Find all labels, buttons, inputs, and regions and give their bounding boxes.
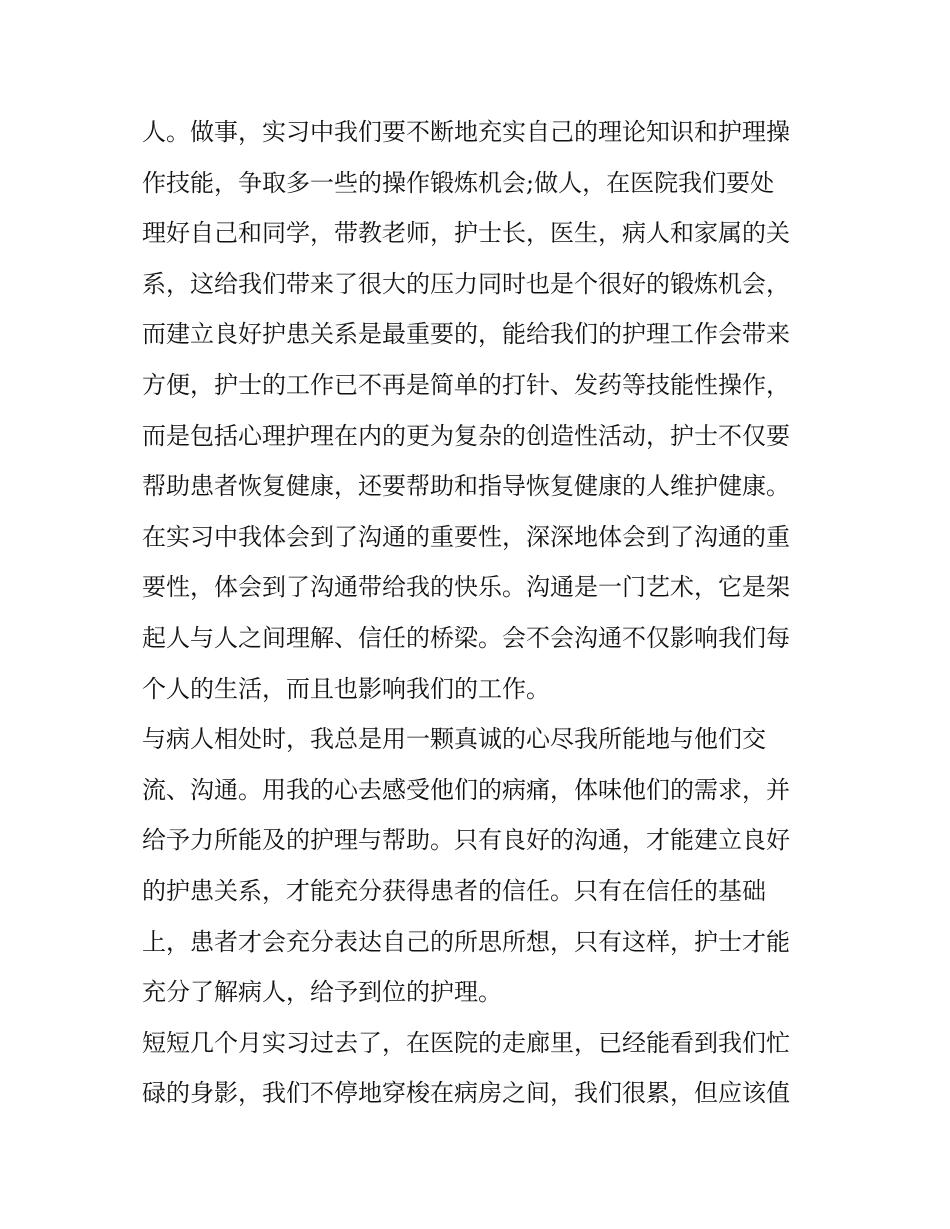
text-line: 流、沟通。用我的心去感受他们的病痛，体味他们的需求，并 xyxy=(142,775,790,804)
text-line: 在实习中我体会到了沟通的重要性，深深地体会到了沟通的重 xyxy=(142,522,790,551)
text-line: 要性，体会到了沟通带给我的快乐。沟通是一门艺术，它是架 xyxy=(142,573,790,602)
text-line: 个人的生活，而且也影响我们的工作。 xyxy=(142,674,550,703)
text-line: 帮助患者恢复健康，还要帮助和指导恢复健康的人维护健康。 xyxy=(142,472,790,501)
text-line: 碌的身影，我们不停地穿梭在病房之间，我们很累，但应该值 xyxy=(142,1079,790,1108)
text-line: 的护患关系，才能充分获得患者的信任。只有在信任的基础 xyxy=(142,876,766,905)
text-line: 而建立良好护患关系是最重要的，能给我们的护理工作会带来 xyxy=(142,320,790,349)
text-line: 系，这给我们带来了很大的压力同时也是个很好的锻炼机会， xyxy=(142,269,790,298)
text-line: 作技能，争取多一些的操作锻炼机会;做人，在医院我们要处 xyxy=(142,168,775,197)
text-line: 充分了解病人，给予到位的护理。 xyxy=(142,978,502,1007)
text-line: 而是包括心理护理在内的更为复杂的创造性活动，护士不仅要 xyxy=(142,421,790,450)
text-line: 与病人相处时，我总是用一颗真诚的心尽我所能地与他们交 xyxy=(142,725,766,754)
text-line: 理好自己和同学，带教老师，护士长，医生，病人和家属的关 xyxy=(142,219,790,248)
body-text xyxy=(142,107,822,1119)
text-line: 短短几个月实习过去了，在医院的走廊里，已经能看到我们忙 xyxy=(142,1028,790,1057)
text-line: 上，患者才会充分表达自己的所思所想，只有这样，护士才能 xyxy=(142,927,790,956)
text-line: 起人与人之间理解、信任的桥梁。会不会沟通不仅影响我们每 xyxy=(142,623,790,652)
text-line: 给予力所能及的护理与帮助。只有良好的沟通，才能建立良好 xyxy=(142,826,790,855)
text-line: 人。做事，实习中我们要不断地充实自己的理论知识和护理操 xyxy=(142,118,790,146)
text-line: 方便，护士的工作已不再是简单的打针、发药等技能性操作， xyxy=(142,370,790,399)
